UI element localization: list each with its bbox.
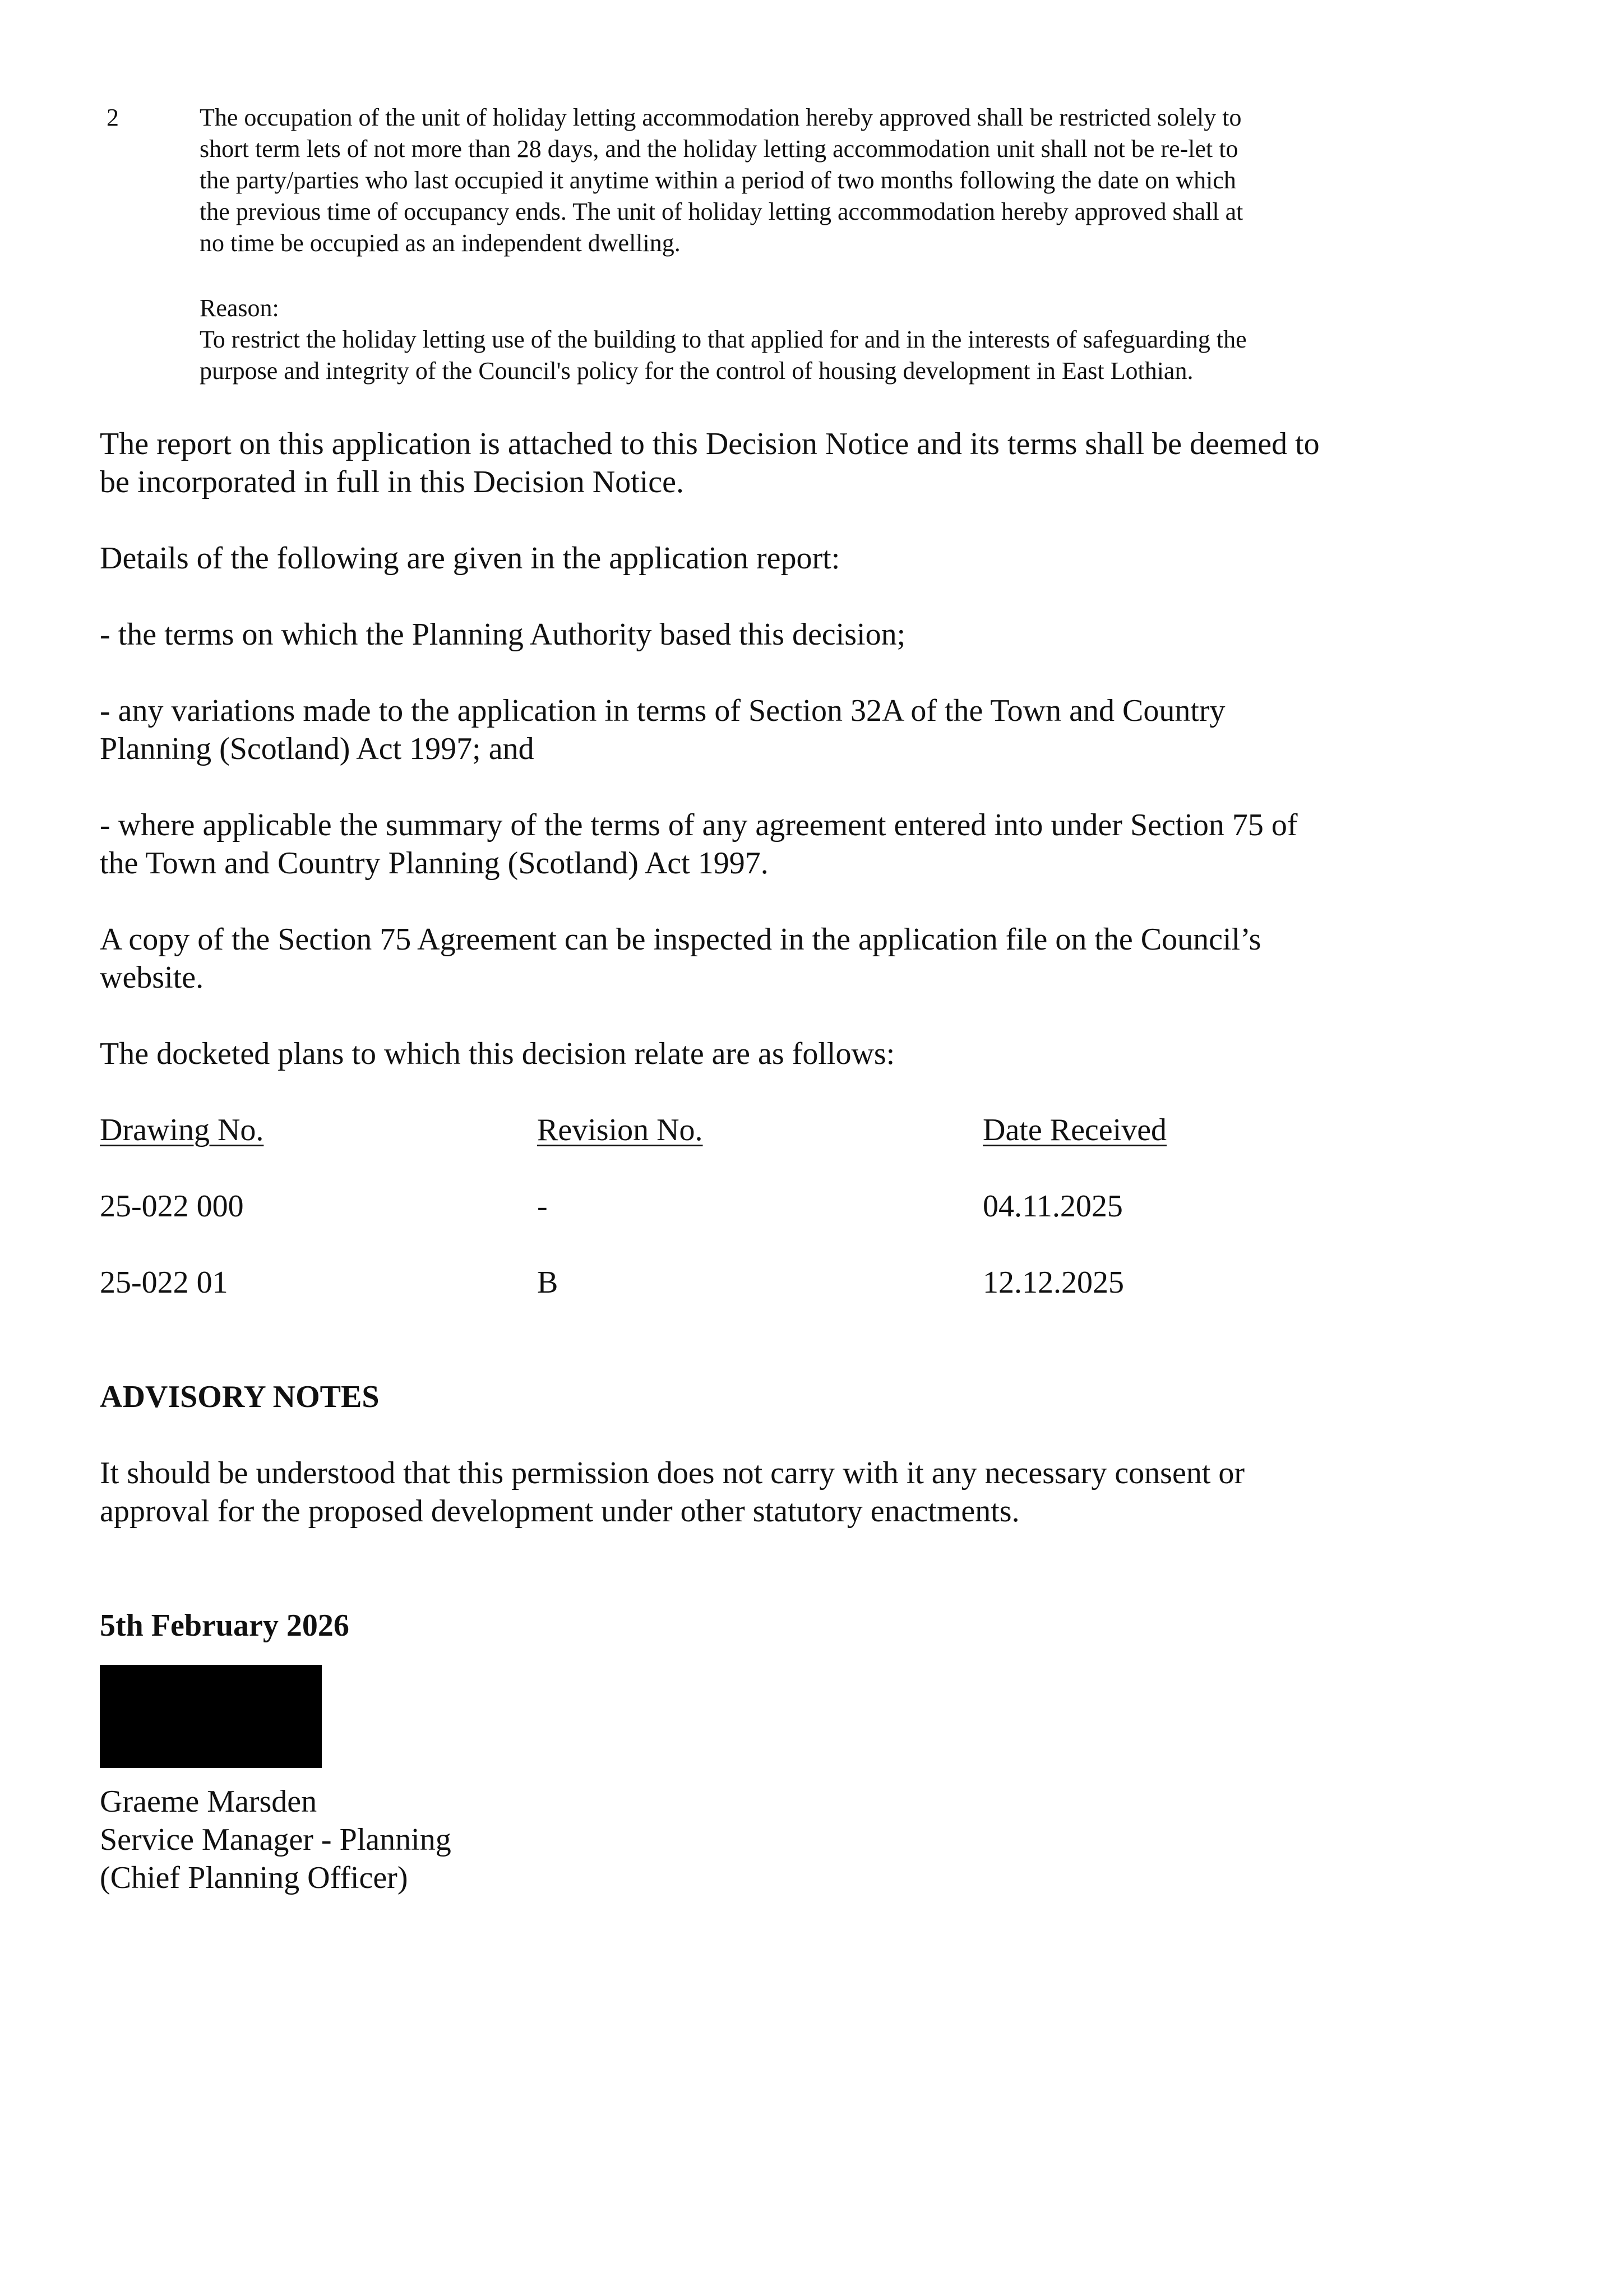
table-cell-date: 12.12.2025 [983, 1265, 1124, 1300]
notice-body [100, 425, 1445, 1897]
signatory-role: (Chief Planning Officer) [100, 1860, 408, 1895]
table-cell-date: 04.11.2025 [983, 1189, 1123, 1224]
condition-line: no time be occupied as an independent dwelling. [200, 229, 681, 257]
condition-text [200, 102, 1360, 387]
details-intro: Details of the following are given in the application report: [100, 541, 840, 576]
table-cell-revision: - [537, 1189, 548, 1224]
table-cell-drawing: 25-022 01 [100, 1265, 228, 1300]
decision-date: 5th February 2026 [100, 1608, 349, 1643]
advisory-notes-heading: ADVISORY NOTES [100, 1380, 380, 1414]
section75-paragraph [100, 920, 1445, 997]
signatory-title: Service Manager - Planning [100, 1822, 451, 1857]
condition-number: 2 [107, 104, 119, 131]
condition-reason [200, 293, 1360, 387]
table-cell-drawing: 25-022 000 [100, 1189, 244, 1224]
bullet-variations [100, 692, 1445, 768]
report-paragraph [100, 425, 1445, 501]
advisory-line-1: It should be understood that this permission does not carry with it any necessary consent or [100, 1456, 1245, 1490]
report-line-2: be incorporated in full in this Decision Notice. [100, 465, 684, 499]
plans-intro: The docketed plans to which this decision relate are as follows: [100, 1036, 895, 1071]
bullet-variations-line-2: Planning (Scotland) Act 1997; and [100, 732, 534, 766]
condition-line: The occupation of the unit of holiday letting accommodation hereby approved shall be restricted solely to [200, 104, 1242, 131]
bullet-agreement [100, 806, 1445, 882]
bullet-agreement-line-1: - where applicable the summary of the terms of any agreement entered into under Section 75 of [100, 808, 1298, 843]
report-line-1: The report on this application is attached to this Decision Notice and its terms shall be deemed to [100, 427, 1320, 461]
header-revision-no: Revision No. [537, 1113, 703, 1147]
redacted-signature [100, 1665, 322, 1768]
condition-line: the previous time of occupancy ends. The unit of holiday letting accommodation hereby approved shall at [200, 198, 1243, 225]
reason-line: To restrict the holiday letting use of the building to that applied for and in the interests of safeguarding the [200, 326, 1247, 353]
condition-2 [101, 102, 1390, 387]
section75-line-2: website. [100, 960, 204, 995]
condition-line: short term lets of not more than 28 days, and the holiday letting accommodation unit shall not be re-let to [200, 135, 1238, 163]
condition-line: the party/parties who last occupied it anytime within a period of two months following the date on which [200, 166, 1236, 194]
bullet-terms: - the terms on which the Planning Authority based this decision; [100, 617, 906, 652]
section75-line-1: A copy of the Section 75 Agreement can be inspected in the application file on the Council’s [100, 922, 1261, 957]
reason-line: purpose and integrity of the Council's policy for the control of housing development in East Lothian. [200, 357, 1194, 385]
advisory-paragraph [100, 1454, 1445, 1530]
reason-label: Reason: [200, 294, 279, 322]
docketed-plans-table [100, 1111, 1445, 1302]
signatory-name: Graeme Marsden [100, 1784, 317, 1819]
header-date-received: Date Received [983, 1113, 1167, 1147]
signatory-block [100, 1783, 1445, 1897]
advisory-line-2: approval for the proposed development under other statutory enactments. [100, 1494, 1020, 1529]
header-drawing-no: Drawing No. [100, 1113, 264, 1147]
table-cell-revision: B [537, 1265, 558, 1300]
bullet-agreement-line-2: the Town and Country Planning (Scotland) Act 1997. [100, 846, 769, 881]
bullet-variations-line-1: - any variations made to the application in terms of Section 32A of the Town and Country [100, 693, 1226, 728]
